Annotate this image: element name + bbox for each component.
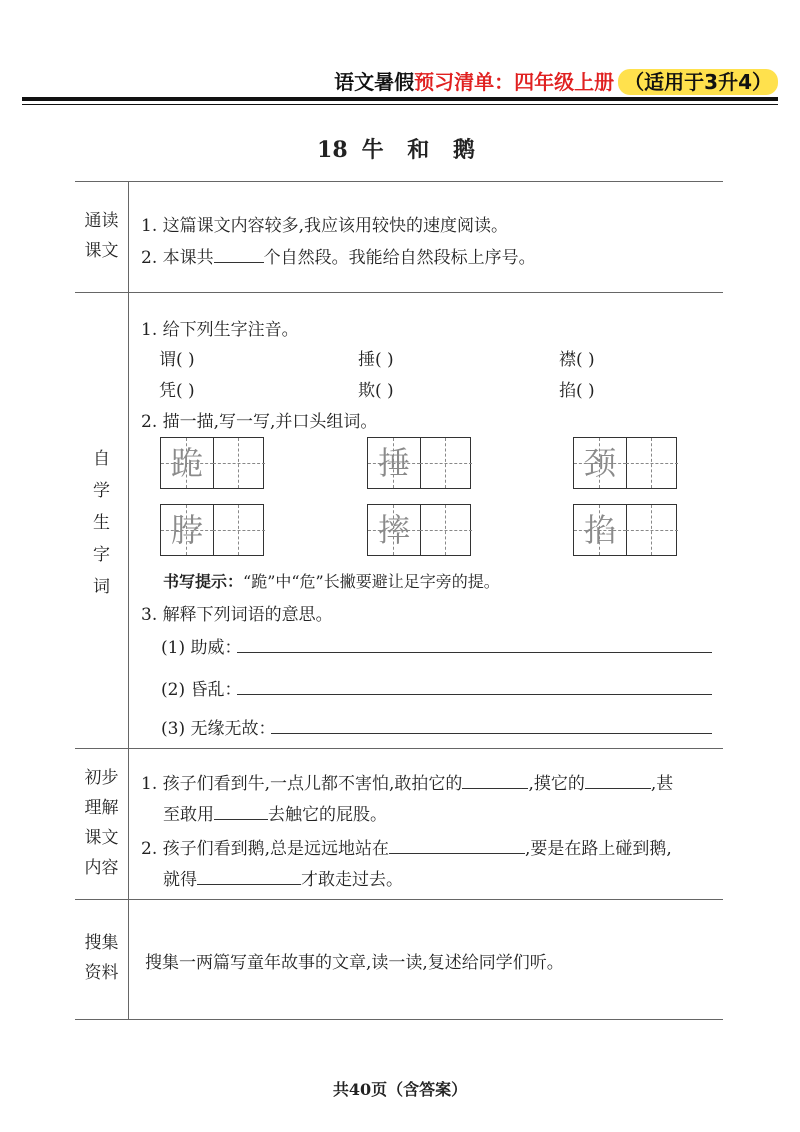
label-line: 搜集 [84,933,119,953]
writing-grid[interactable] [573,504,677,556]
text: 就得 [163,870,197,890]
pinyin-item [559,376,595,401]
section-label-words [75,443,128,603]
text: ,要是在路上碰到鹅, [525,839,672,859]
pinyin-char: 欺 [358,381,375,401]
label-line: 字 [93,545,110,565]
pinyin-blank[interactable]: ( ) [576,350,595,370]
section-label-collect [75,928,128,988]
pinyin-item [159,376,195,401]
lesson-name: 牛 和 鹅 [361,137,483,163]
pinyin-blank[interactable]: ( ) [176,381,195,401]
label-line: 自 [93,449,110,469]
row-divider [75,748,723,749]
lesson-number: 18 [317,137,348,163]
writing-grid[interactable] [160,437,264,489]
label-line: 理解 [84,798,119,818]
term-label: (3) 无缘无故： [161,719,276,739]
answer-blank[interactable] [214,244,264,263]
read-item-2 [141,243,536,268]
term-label: (1) 助威： [161,638,242,658]
trace-character: 掐 [583,511,616,549]
answer-line[interactable] [237,651,712,653]
meaning-question: 3. 解释下列词语的意思。 [141,605,333,625]
writing-tip [163,569,500,592]
lesson-title [0,133,800,164]
row-divider [75,292,723,293]
writing-tip-label: 书写提示： [163,572,244,591]
text: 才敢走过去。 [301,870,403,890]
pinyin-blank[interactable]: ( ) [375,350,394,370]
section-label-understand [75,763,128,883]
row-divider [75,899,723,900]
text: ,甚 [650,774,674,794]
collect-task: 搜集一两篇写童年故事的文章,读一读,复述给同学们听。 [145,953,564,973]
pinyin-char: 谓 [159,350,176,370]
answer-line[interactable] [271,732,712,734]
answer-blank[interactable] [197,866,301,885]
pinyin-blank[interactable]: ( ) [375,381,394,401]
read-item-2-suffix: 个自然段。我能给自然段标上序号。 [263,248,536,268]
answer-line[interactable] [237,693,712,695]
pinyin-blank[interactable]: ( ) [576,381,595,401]
trace-character: 跪 [170,444,203,482]
trace-character: 摔 [377,511,410,549]
term-label: (2) 昏乱： [161,680,242,700]
answer-blank[interactable] [214,801,268,820]
pinyin-item [358,376,394,401]
answer-blank[interactable] [389,835,525,854]
understand-line-4 [163,865,403,890]
pinyin-item [159,345,195,370]
label-line: 课文 [84,241,119,261]
understand-line-1 [141,769,673,794]
writing-grid[interactable] [573,437,677,489]
understand-line-2 [163,800,387,825]
pinyin-item [358,345,394,370]
header-series: 语文暑假 [334,70,415,94]
label-line: 课文 [84,828,119,848]
pinyin-char: 凭 [159,381,176,401]
page-header [334,66,778,95]
pinyin-char: 掐 [559,381,576,401]
answer-blank[interactable] [462,770,528,789]
writing-grid[interactable] [367,504,471,556]
answer-blank[interactable] [585,770,651,789]
header-thick-rule [22,97,778,101]
read-item-1: 1. 这篇课文内容较多,我应该用较快的速度阅读。 [141,216,509,236]
label-line: 学 [93,481,110,501]
pinyin-blank[interactable]: ( ) [176,350,195,370]
pinyin-char: 襟 [559,350,576,370]
label-line: 资料 [84,963,119,983]
header-thin-rule [22,104,778,105]
writing-grid[interactable] [367,437,471,489]
label-line: 内容 [84,858,119,878]
page-footer: 共40页（含答案） [332,1080,468,1099]
table-border-bottom [75,1019,723,1020]
label-line: 生 [93,513,110,533]
text: 2. 孩子们看到鹅,总是远远地站在 [141,839,390,859]
label-line: 通读 [84,211,119,231]
text: 至敢用 [163,805,214,825]
pinyin-item [559,345,595,370]
trace-character: 颈 [583,444,616,482]
writing-grid[interactable] [160,504,264,556]
section-label-read [75,206,128,266]
table-border-top [75,181,723,182]
text: 去触它的屁股。 [268,805,387,825]
header-badge: （适用于3升4） [618,69,778,95]
trace-question: 2. 描一描,写一写,并口头组词。 [141,412,378,432]
label-line: 词 [93,577,110,597]
trace-character: 捶 [377,444,410,482]
pinyin-char: 捶 [358,350,375,370]
label-line: 初步 [84,768,119,788]
header-subtitle: 预习清单：四年级上册 [414,70,615,94]
read-item-2-prefix: 2. 本课共 [141,248,214,268]
writing-tip-text: “跪”中“危”长撇要避让足字旁的提。 [243,572,500,591]
text: 1. 孩子们看到牛,一点儿都不害怕,敢拍它的 [141,774,463,794]
trace-character: 脖 [170,511,203,549]
pinyin-question: 1. 给下列生字注音。 [141,320,299,340]
text: ,摸它的 [528,774,585,794]
label-column-divider [128,181,129,1019]
understand-line-3 [141,834,672,859]
